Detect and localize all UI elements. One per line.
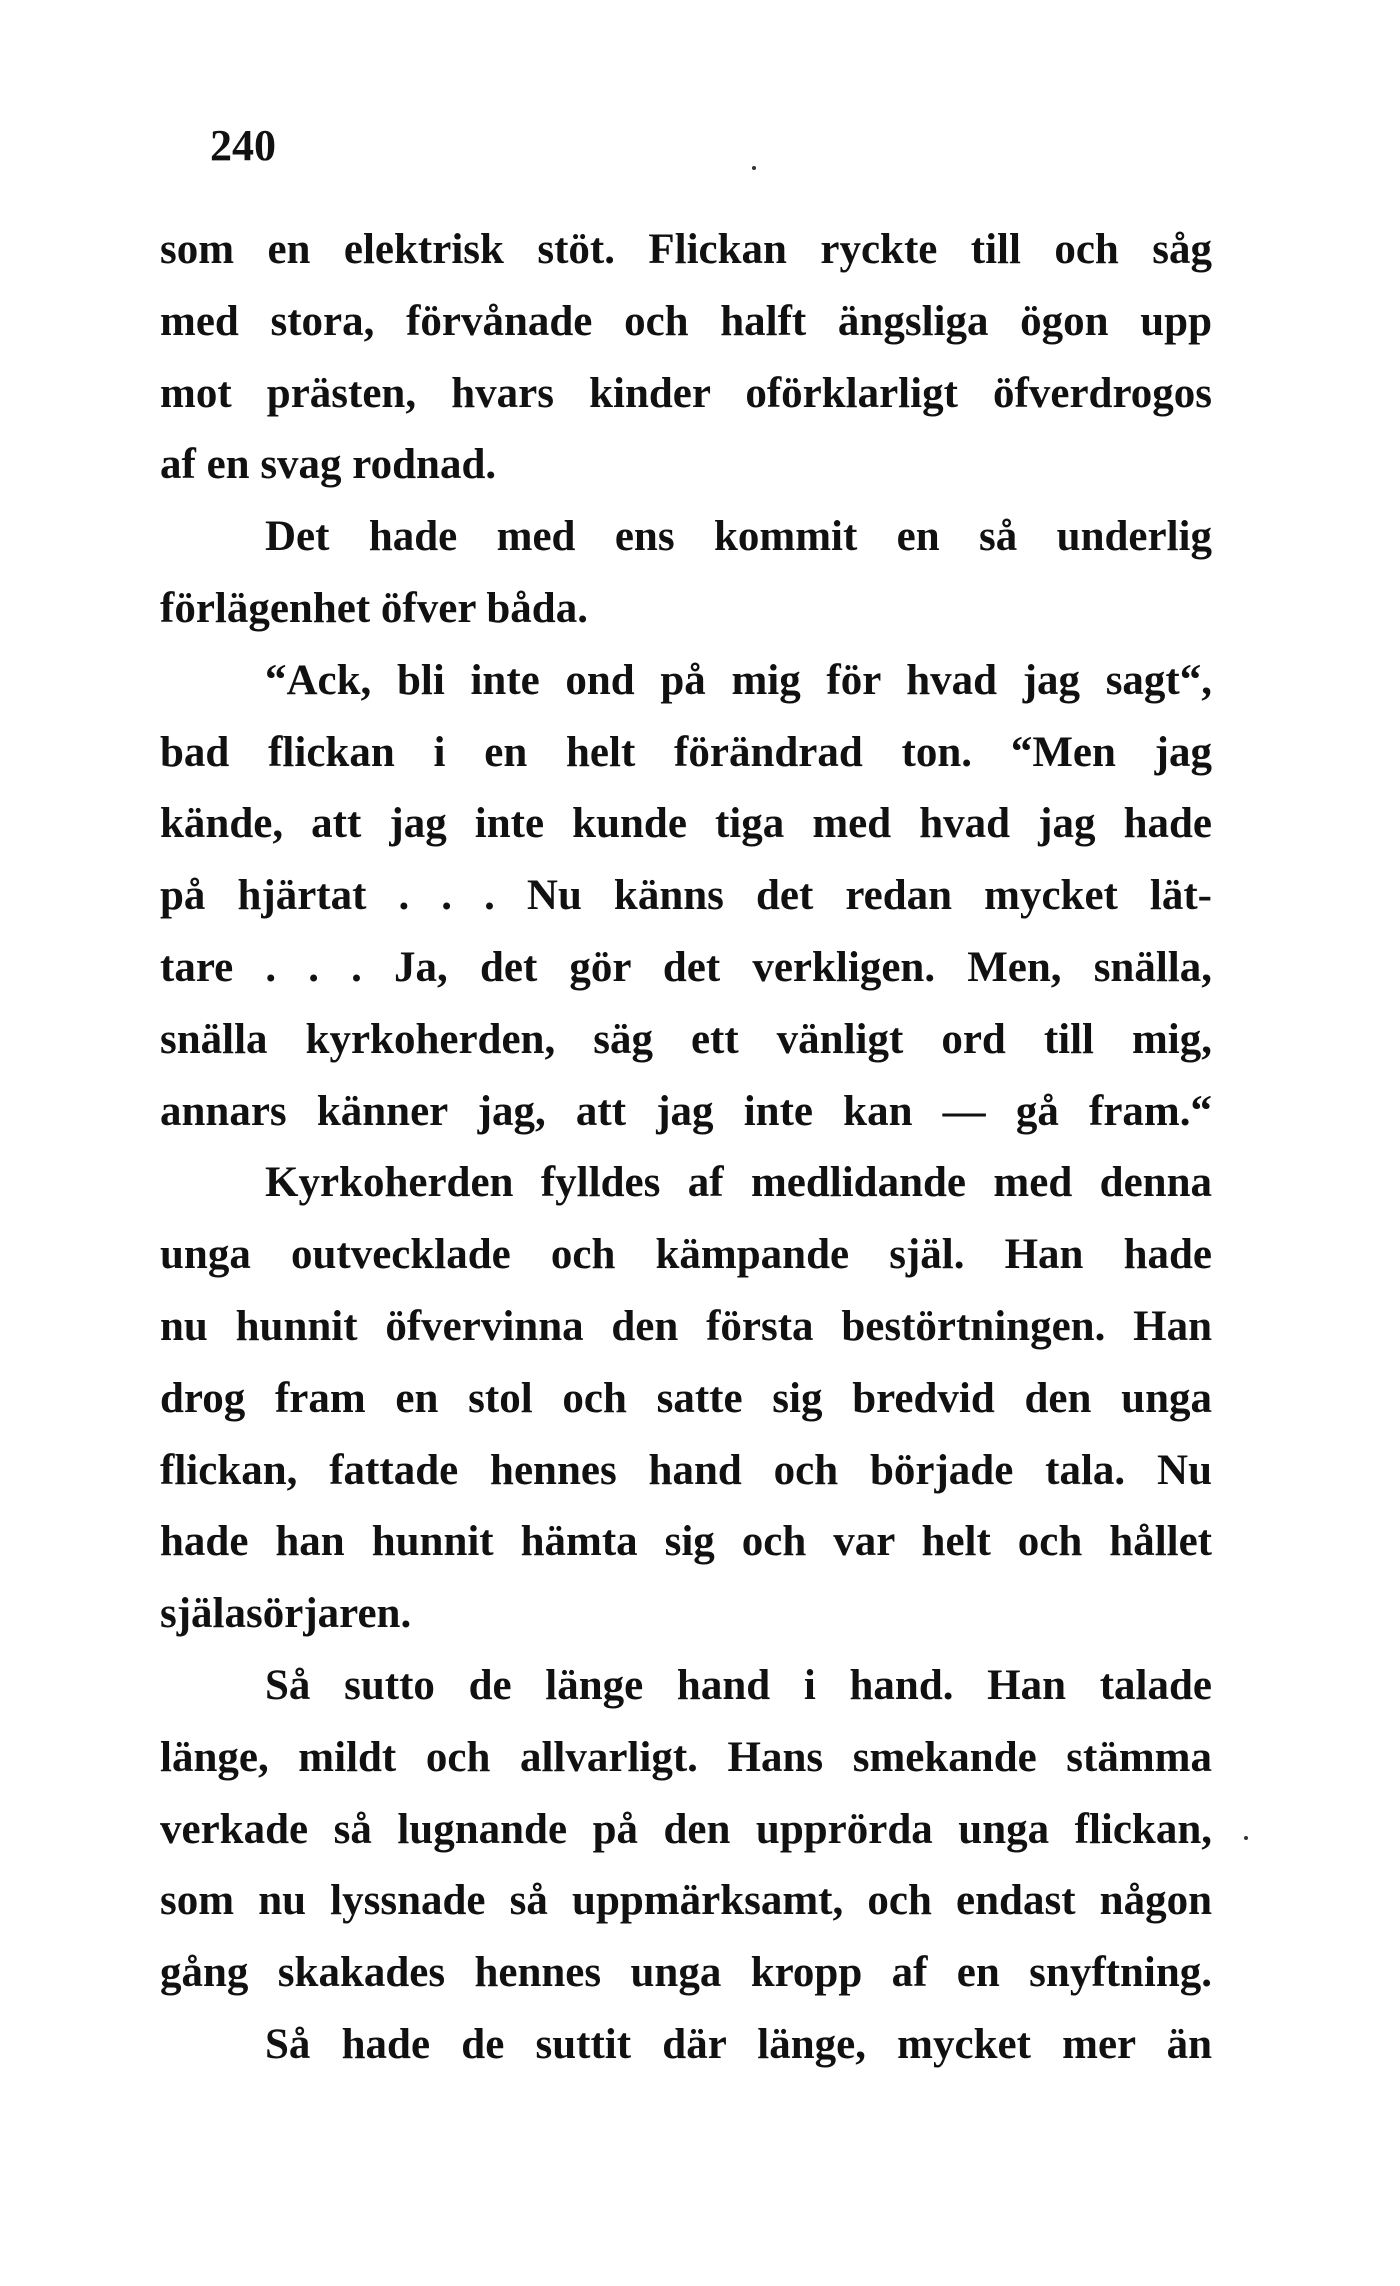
text-line: flickan, fattade hennes hand och började tala. Nu — [160, 1446, 1212, 1494]
print-speck — [1244, 1836, 1248, 1840]
text-line: förlägenhet öfver båda. — [160, 584, 588, 632]
text-line: Kyrkoherden fylldes af medlidande med denna — [265, 1159, 1212, 1207]
text-line: verkade så lugnande på den upprörda unga flickan, — [160, 1805, 1212, 1853]
text-line: kände, att jag inte kunde tiga med hvad jag hade — [160, 800, 1212, 848]
text-line: hade han hunnit hämta sig och var helt och hållet — [160, 1518, 1212, 1566]
text-line: Så hade de suttit där länge, mycket mer än — [265, 2020, 1212, 2068]
text-line: gång skakades hennes unga kropp af en snyftning. — [160, 1949, 1212, 1997]
text-line: bad flickan i en helt förändrad ton. “Men jag — [160, 728, 1212, 776]
text-line: länge, mildt och allvarligt. Hans smekande stämma — [160, 1733, 1212, 1781]
text-line: drog fram en stol och satte sig bredvid den unga — [160, 1374, 1212, 1422]
text-line: själasörjaren. — [160, 1590, 412, 1638]
text-line: Det hade med ens kommit en så underlig — [265, 513, 1212, 561]
text-line: Så sutto de länge hand i hand. Han talade — [265, 1661, 1212, 1709]
text-line: med stora, förvånade och halft ängsliga ögon upp — [160, 297, 1212, 345]
text-line: af en svag rodnad. — [160, 441, 497, 489]
text-line: “Ack, bli inte ond på mig för hvad jag sagt“, — [265, 656, 1212, 704]
text-line: annars känner jag, att jag inte kan — gå fram.“ — [160, 1087, 1212, 1135]
body-text — [160, 214, 1212, 2081]
text-line: snälla kyrkoherden, säg ett vänligt ord till mig, — [160, 1015, 1212, 1063]
text-line: nu hunnit öfvervinna den första bestörtningen. Han — [160, 1302, 1212, 1350]
text-line: på hjärtat . . . Nu känns det redan mycket lät- — [160, 872, 1212, 920]
print-speck — [752, 166, 756, 170]
text-line: mot prästen, hvars kinder oförklarligt öfverdrogos — [160, 369, 1212, 417]
text-line: som en elektrisk stöt. Flickan ryckte till och såg — [160, 226, 1212, 273]
text-line: tare . . . Ja, det gör det verkligen. Men, snälla, — [160, 943, 1212, 991]
text-line: unga outvecklade och kämpande själ. Han hade — [160, 1231, 1212, 1279]
page-number: 240 — [210, 121, 276, 170]
text-line: som nu lyssnade så uppmärksamt, och endast någon — [160, 1877, 1212, 1925]
